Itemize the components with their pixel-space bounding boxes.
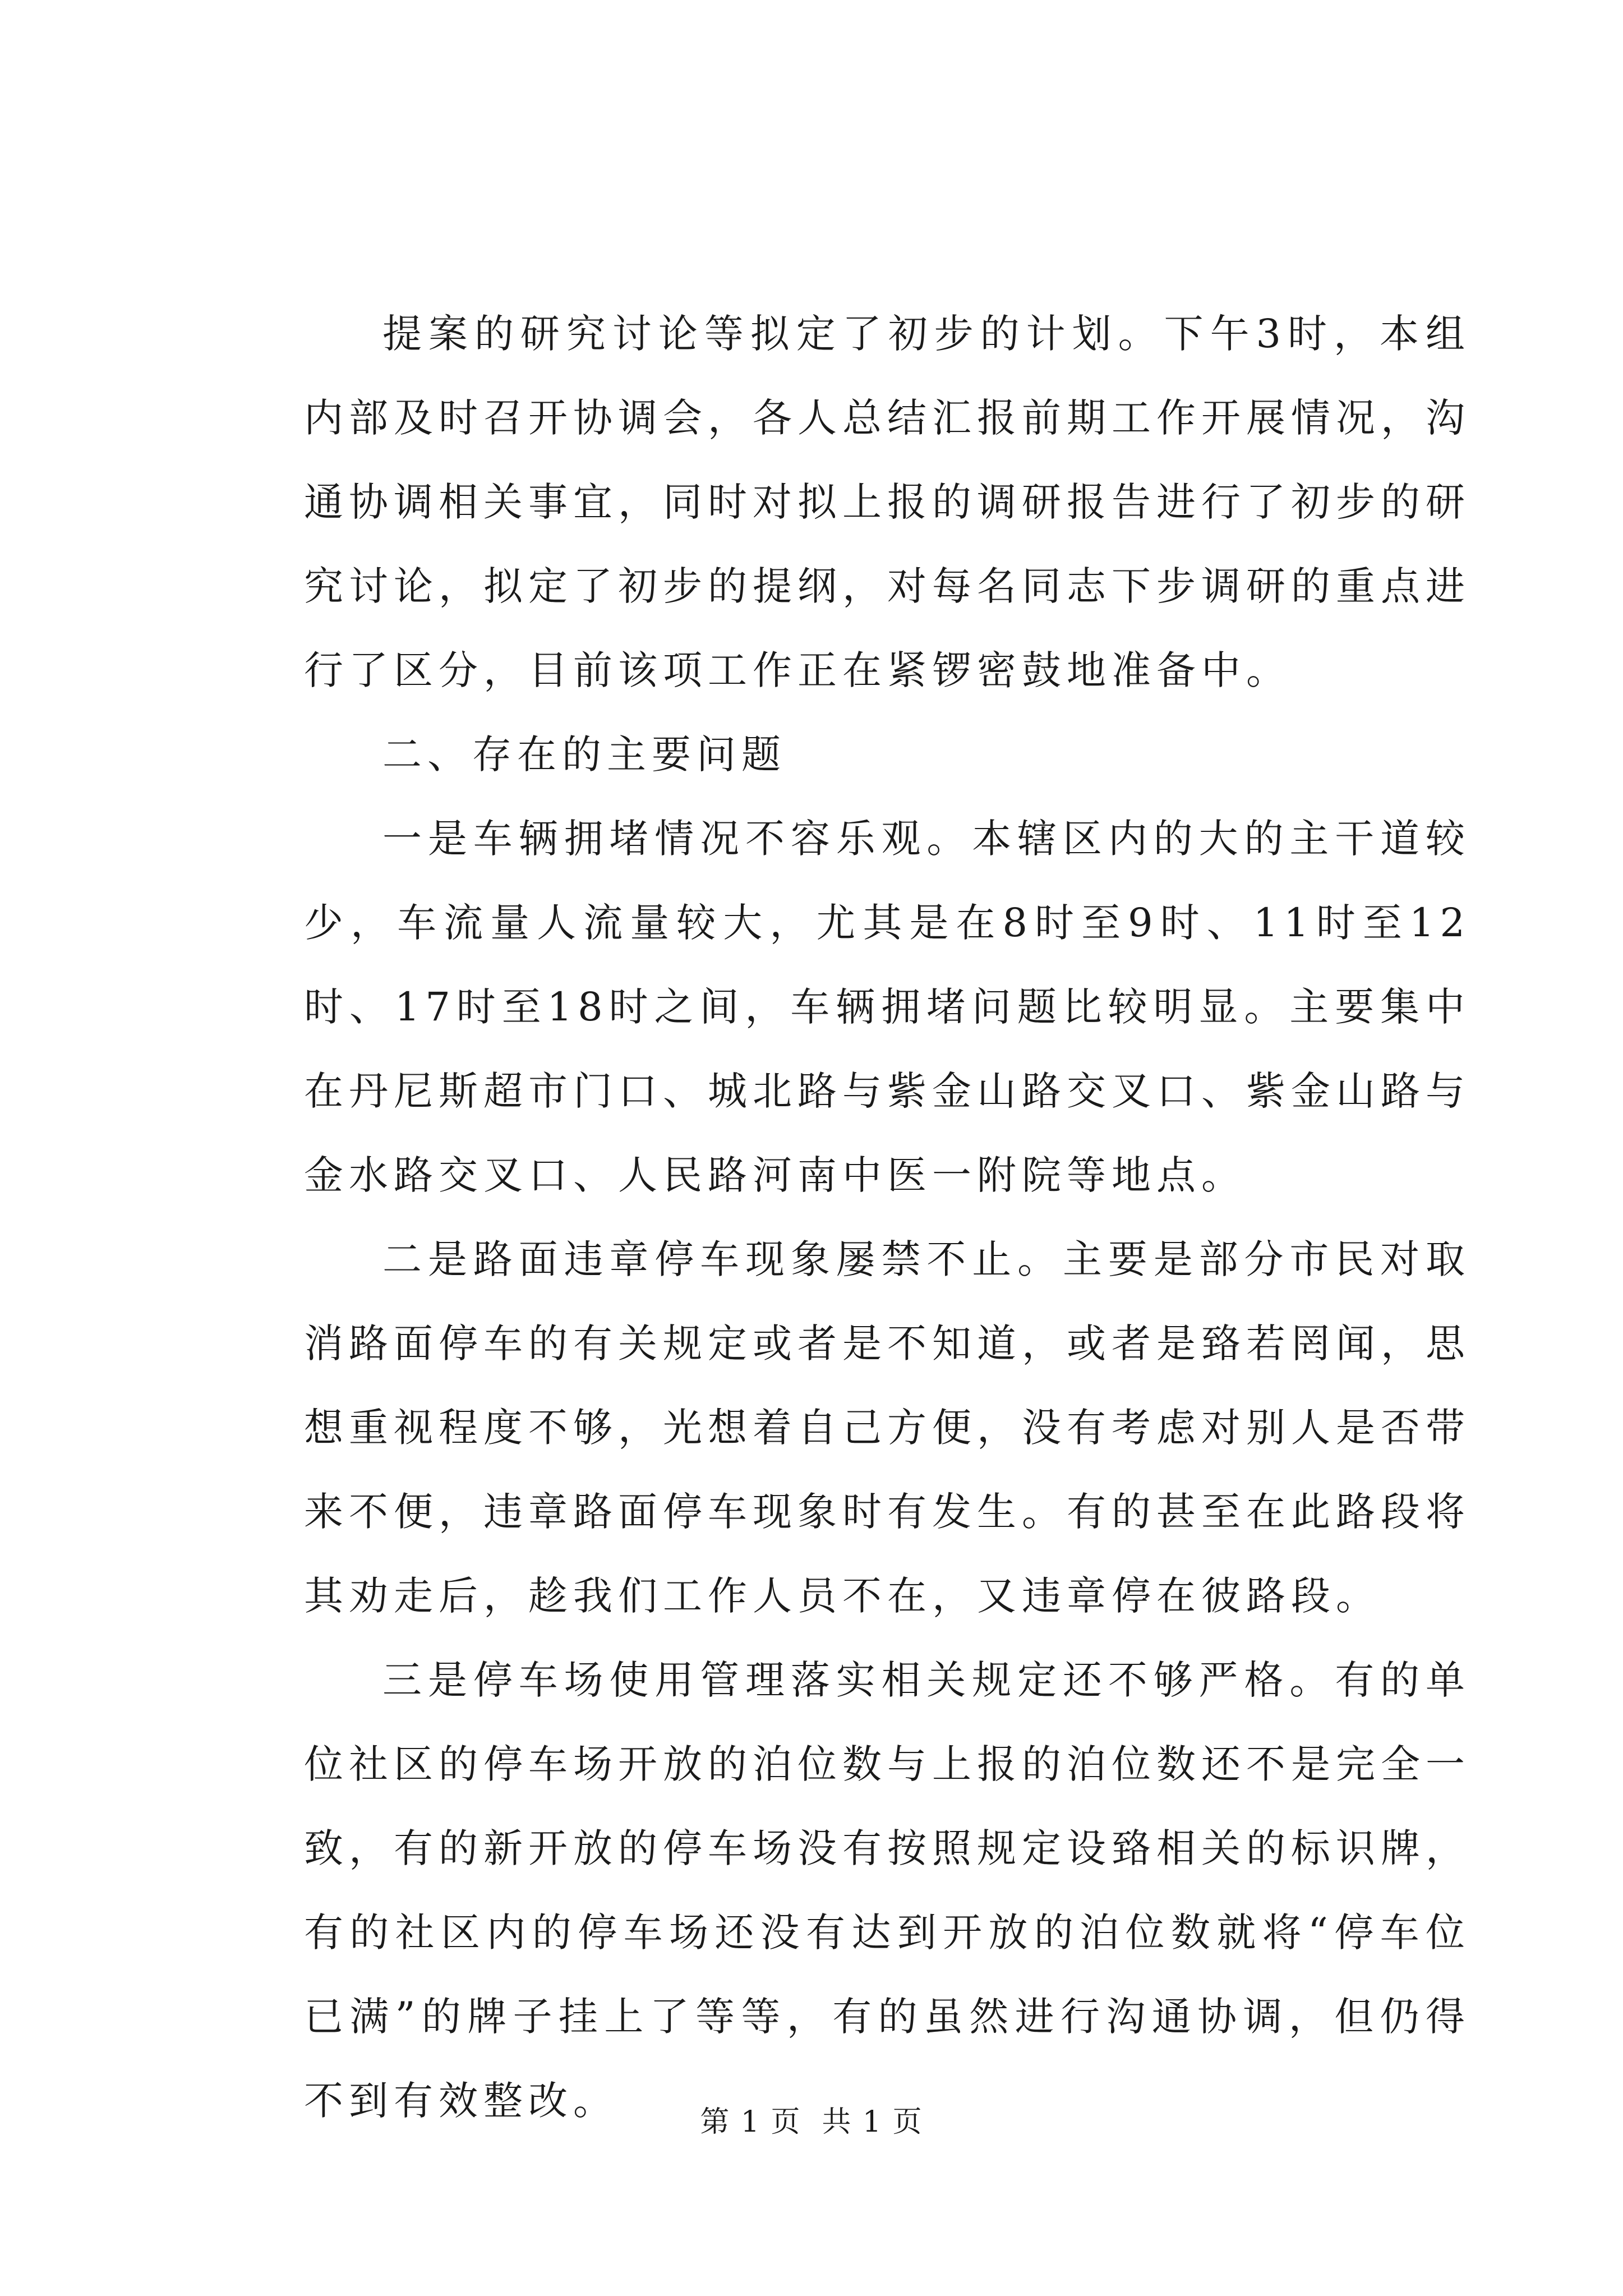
paragraph-problem-1: 一是车辆拥堵情况不容乐观。本辖区内的大的主干道较少，车流量人流量较大，尤其是在8时至9时、11时至12时、17时至18时之间，车辆拥堵问题比较明显。主要集中在丹尼斯超市门口、城北路与紫金山路交叉口、紫金山路与金水路交叉口、人民路河南中医一附院等地点。	[304, 816, 1470, 1198]
paragraph-problem-2: 二是路面违章停车现象屡禁不止。主要是部分市民对取消路面停车的有关规定或者是不知道，或者是臵若罔闻，思想重视程度不够，光想着自己方便，没有考虑对别人是否带来不便，违章路面停车现象时有发生。有的甚至在此路段将其劝走后，趁我们工作人员不在，又违章停在彼路段。	[304, 1236, 1470, 1619]
paragraph-continuation: 提案的研究讨论等拟定了初步的计划。下午3时，本组内部及时召开协调会，各人总结汇报前期工作开展情况，沟通协调相关事宜，同时对拟上报的调研报告进行了初步的研究讨论，拟定了初步的提纲，对每名同志下步调研的重点进行了区分，目前该项工作正在紧锣密鼓地准备中。	[304, 311, 1470, 693]
section-heading: 二、存在的主要问题	[382, 731, 786, 777]
page-footer	[0, 2098, 1623, 2140]
document-body	[304, 292, 1470, 2143]
page-number: 第 1 页 共 1 页	[700, 2105, 923, 2139]
paragraph-problem-3: 三是停车场使用管理落实相关规定还不够严格。有的单位社区的停车场开放的泊位数与上报的泊位数还不是完全一致，有的新开放的停车场没有按照规定设臵相关的标识牌，有的社区内的停车场还没有达到开放的泊位数就将“停车位已满”的牌子挂上了等等，有的虽然进行沟通协调，但仍得不到有效整改。	[304, 1657, 1470, 2124]
